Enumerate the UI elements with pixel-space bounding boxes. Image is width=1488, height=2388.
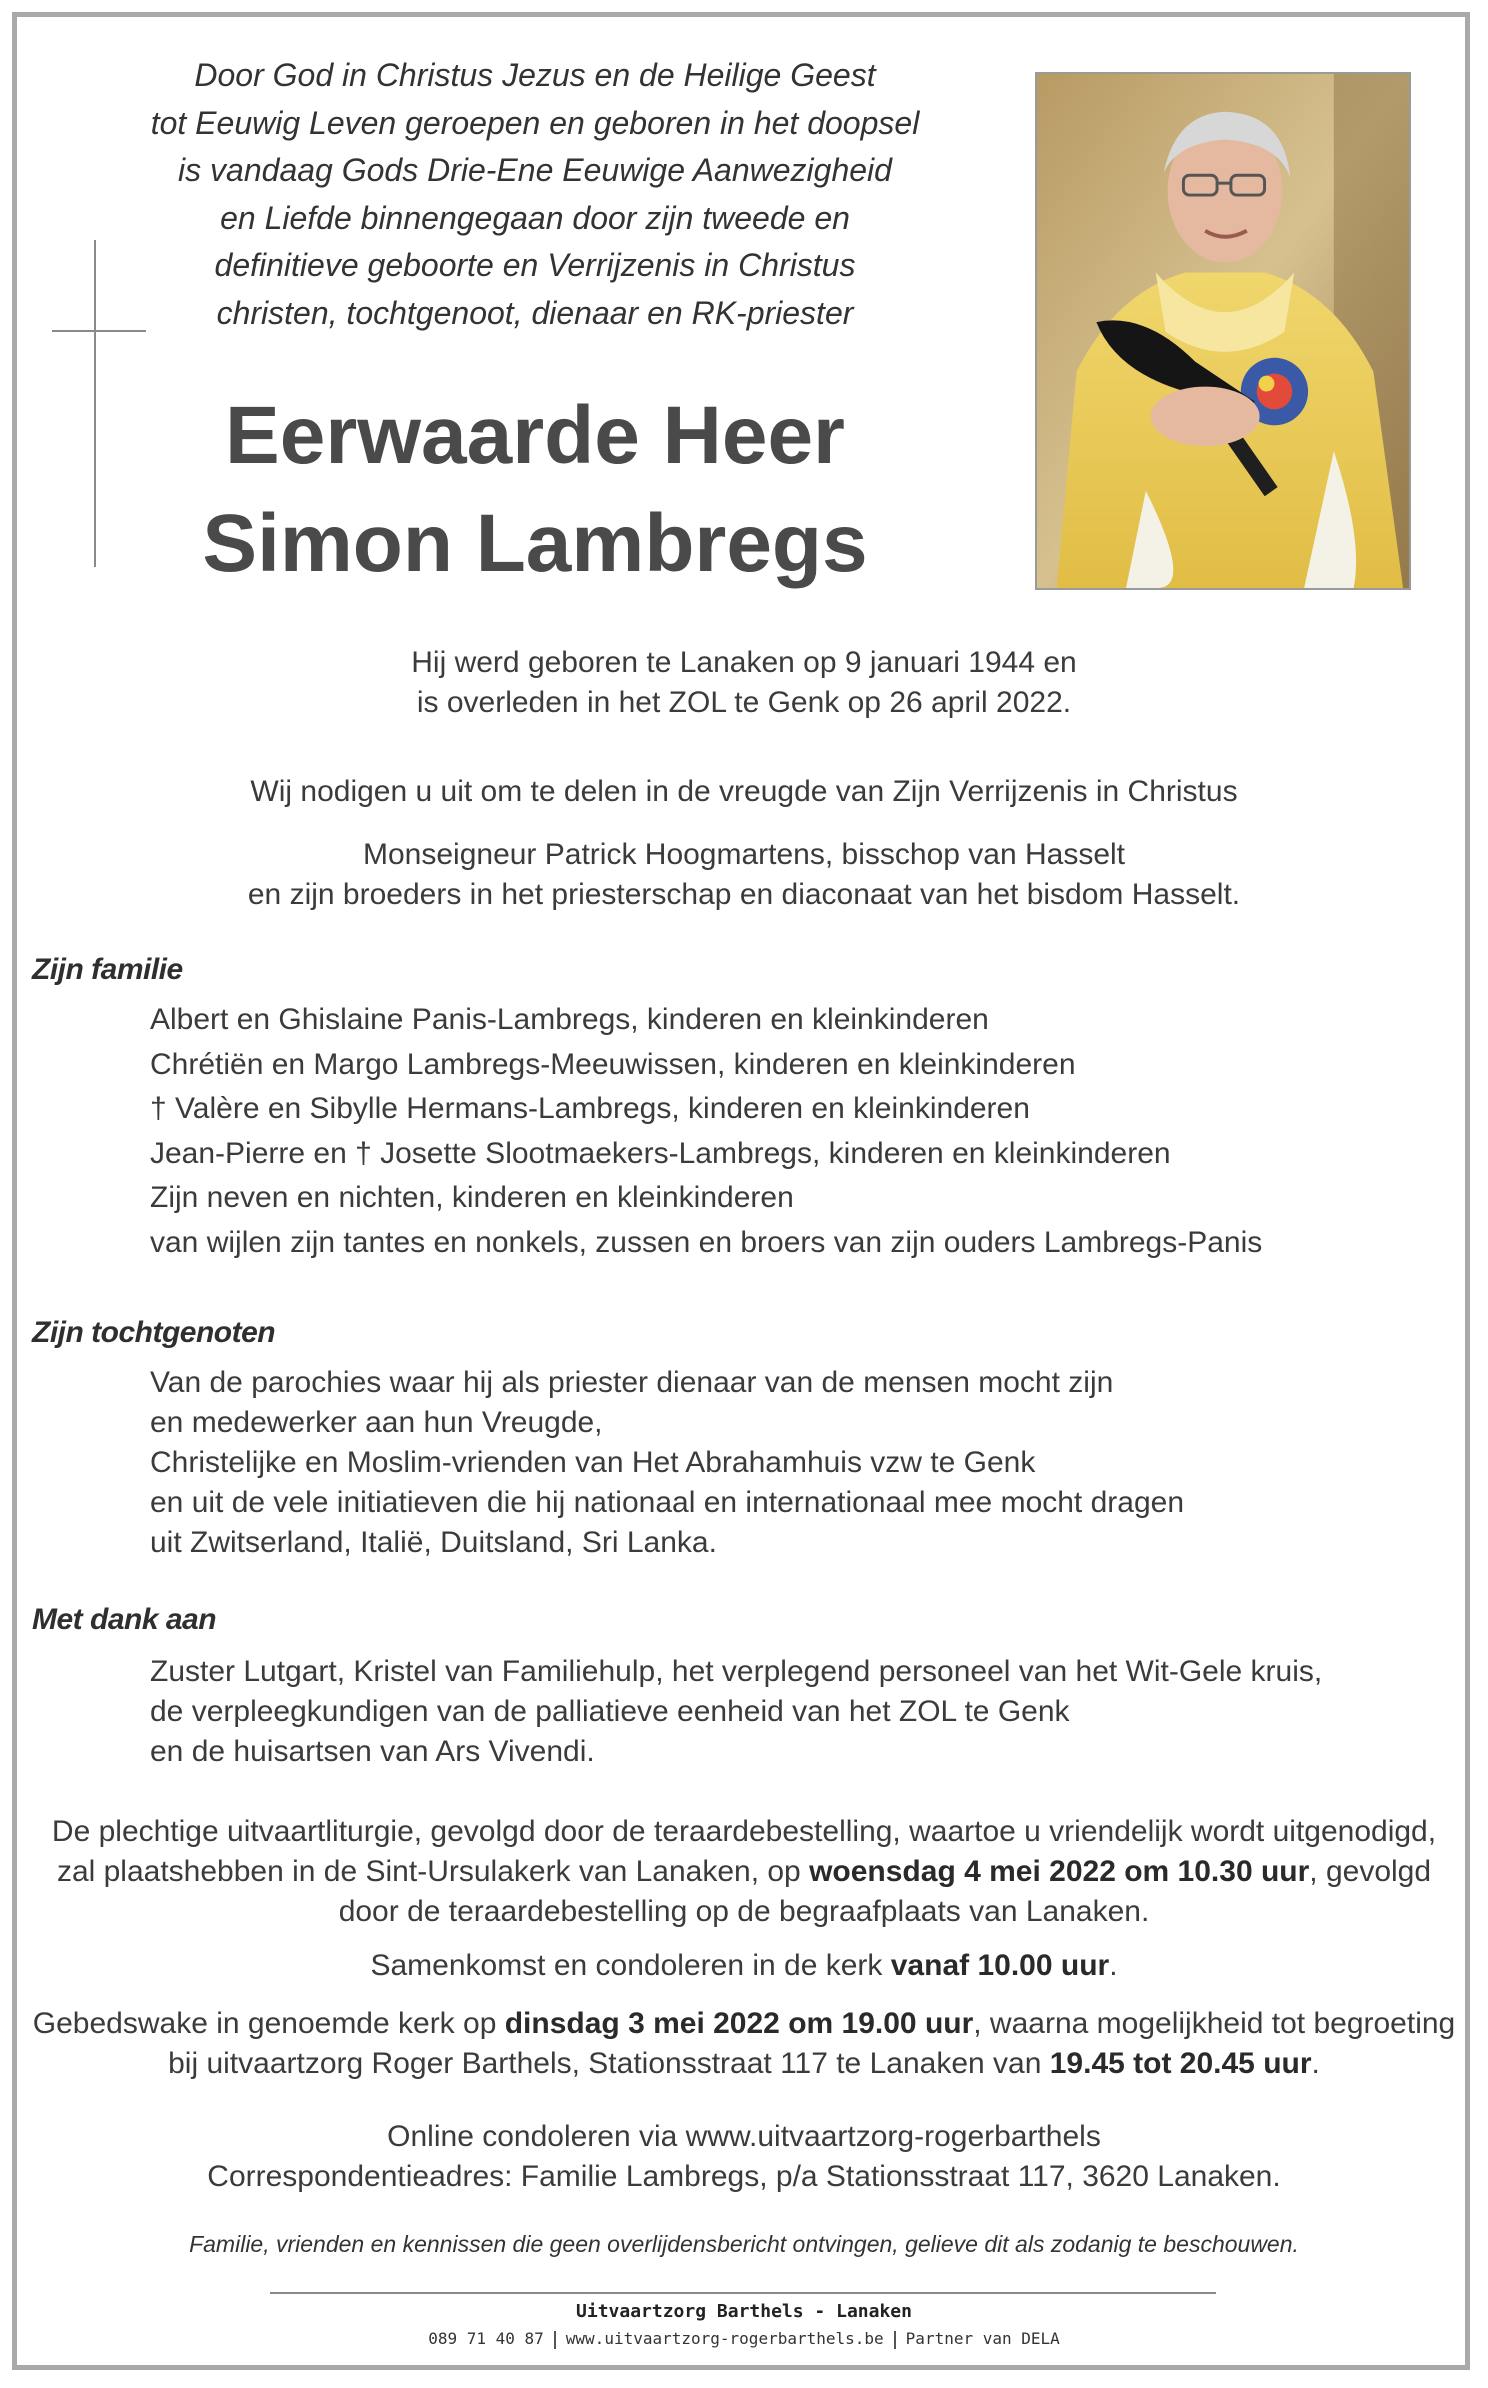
family-list <box>150 998 1262 1265</box>
list-item: van wijlen zijn tantes en nonkels, zussen en broers van zijn ouders Lambregs-Panis <box>150 1225 1263 1259</box>
list-item: † Valère en Sibylle Hermans-Lambregs, kinderen en kleinkinderen <box>150 1092 1030 1125</box>
funeral-text-part: , gevolgd door de teraardebestelling op de begraafplaats van Lanaken. <box>338 1855 1432 1928</box>
funeral-text-part: De plechtige uitvaartliturgie, gevolgd door de teraardebestelling, waartoe u vriendelijk wordt uitgenodigd, zal plaatshebben in de Sint-Ursulakerk van Lanaken, op <box>51 1815 1437 1888</box>
footer-separator <box>894 2331 896 2349</box>
list-item: en de huisartsen van Ars Vivendi. <box>150 1735 595 1768</box>
bishop-line: Monseigneur Patrick Hoogmartens, bisschop van Hasselt <box>362 838 1126 871</box>
footer-website: www.uitvaartzorg-rogerbarthels.be <box>565 2329 884 2348</box>
name-line: Simon Lambregs <box>202 498 868 589</box>
list-item: en medewerker aan hun Vreugde, <box>150 1406 603 1439</box>
thanks-list <box>150 1652 1322 1772</box>
list-item: de verpleegkundigen van de palliatieve eenheid van het ZOL te Genk <box>150 1695 1070 1728</box>
contact-text <box>0 2117 1488 2197</box>
intro-line: definitieve geboorte en Verrijzenis in Christus <box>214 247 856 283</box>
wake-text-part: Gebedswake in genoemde kerk op <box>32 2007 505 2040</box>
deceased-name <box>90 382 980 598</box>
list-item: uit Zwitserland, Italië, Duitsland, Sri Lanka. <box>150 1526 717 1559</box>
footer-separator <box>554 2331 556 2349</box>
intro-line: is vandaag Gods Drie-Ene Eeuwige Aanwezigheid <box>178 152 892 188</box>
gathering-time: vanaf 10.00 uur <box>890 1949 1110 1982</box>
wake-visit-time: 19.45 tot 20.45 uur <box>1049 2047 1312 2080</box>
bishop-text <box>0 835 1488 915</box>
intro-line: tot Eeuwig Leven geroepen en geboren in het doopsel <box>150 104 920 141</box>
list-item: Albert en Ghislaine Panis-Lambregs, kinderen en kleinkinderen <box>150 1003 989 1036</box>
intro-line: en Liefde binnengegaan door zijn tweede en <box>220 199 850 236</box>
list-item: Van de parochies waar hij als priester dienaar van de mensen mocht zijn <box>150 1366 1114 1399</box>
wake-text-end: . <box>1311 2047 1320 2080</box>
companions-list <box>150 1363 1184 1563</box>
birth-death-text <box>0 643 1488 723</box>
wake-text <box>30 2004 1458 2084</box>
intro-line: Door God in Christus Jezus en de Heilige Geest <box>194 57 876 93</box>
death-line: is overleden in het ZOL te Genk op 26 april 2022. <box>416 686 1072 719</box>
list-item: en uit de vele initiatieven die hij nationaal en internationaal mee mocht dragen <box>150 1486 1185 1519</box>
footer-title: Uitvaartzorg Barthels - Lanaken <box>576 2301 912 2322</box>
birth-line: Hij werd geboren te Lanaken op 9 januari 1944 en <box>411 646 1077 679</box>
correspondence-address-line: Correspondentieadres: Familie Lambregs, p/a Stationsstraat 117, 3620 Lanaken. <box>207 2160 1281 2193</box>
notice-note: Familie, vrienden en kennissen die geen overlijdensbericht ontvingen, gelieve dit als zodanig te beschouwen. <box>189 2231 1299 2257</box>
funeral-date: woensdag 4 mei 2022 om 10.30 uur <box>809 1855 1310 1888</box>
priest-portrait-illustration <box>1037 74 1409 588</box>
gathering-text-end: . <box>1109 1949 1118 1982</box>
thanks-section-title: Met dank aan <box>32 1603 217 1636</box>
footer-partner: Partner van DELA <box>905 2329 1060 2348</box>
invitation-text: Wij nodigen u uit om te delen in de vreugde van Zijn Verrijzenis in Christus <box>250 775 1238 808</box>
list-item: Chrétiën en Margo Lambregs-Meeuwissen, kinderen en kleinkinderen <box>150 1047 1076 1081</box>
family-section-title: Zijn familie <box>32 953 183 986</box>
footer-contact <box>0 2327 1488 2351</box>
gathering-text-part: Samenkomst en condoleren in de kerk <box>370 1949 891 1982</box>
intro-text <box>60 52 1010 337</box>
list-item: Christelijke en Moslim-vrienden van Het Abrahamhuis vzw te Genk <box>150 1446 1036 1479</box>
list-item: Jean-Pierre en † Josette Slootmaekers-Lambregs, kinderen en kleinkinderen <box>150 1136 1171 1170</box>
bishop-line: en zijn broeders in het priesterschap en diaconaat van het bisdom Hasselt. <box>247 878 1241 911</box>
gathering-text <box>30 1946 1458 1986</box>
wake-text-part: , waarna mogelijkheid tot begroeting bij uitvaartzorg Roger Barthels, Stationsstraat 117 te Lanaken van <box>168 2007 1456 2080</box>
companions-section-title: Zijn tochtgenoten <box>32 1316 276 1349</box>
funeral-text <box>30 1812 1458 1932</box>
footer-phone: 089 71 40 87 <box>428 2329 544 2348</box>
list-item: Zuster Lutgart, Kristel van Familiehulp, het verplegend personeel van het Wit-Gele kruis, <box>150 1655 1323 1688</box>
list-item: Zijn neven en nichten, kinderen en kleinkinderen <box>150 1181 794 1214</box>
online-condolence-line: Online condoleren via www.uitvaartzorg-rogerbarthels <box>387 2120 1101 2153</box>
footer-divider <box>270 2292 1216 2294</box>
intro-line: christen, tochtgenoot, dienaar en RK-priester <box>216 294 854 331</box>
wake-date: dinsdag 3 mei 2022 om 19.00 uur <box>504 2007 974 2040</box>
portrait-photo <box>1035 72 1411 590</box>
name-line: Eerwaarde Heer <box>225 390 845 481</box>
